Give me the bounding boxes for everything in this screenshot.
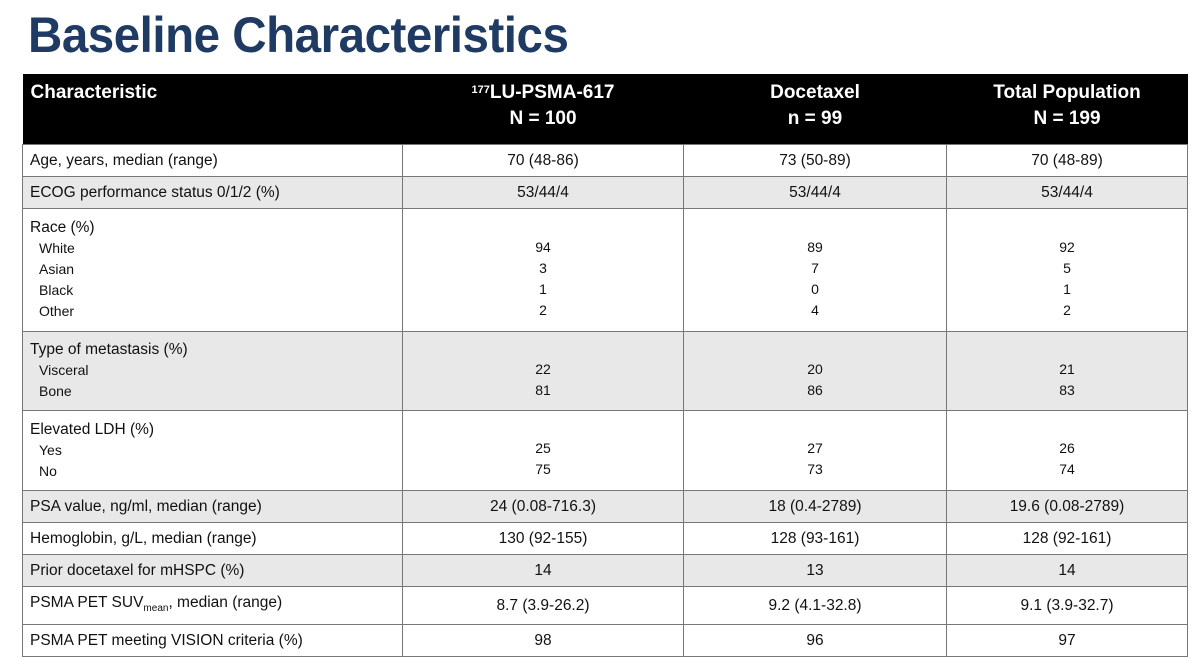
cell-value-group	[947, 209, 1188, 332]
sub-label: Visceral	[39, 362, 89, 378]
cell-value: 4	[811, 302, 819, 318]
cell-value: 9.2 (4.1-32.8)	[684, 587, 947, 625]
cell-value: 14	[947, 555, 1188, 587]
sub-label: Black	[39, 282, 74, 298]
header-lu-psma	[403, 74, 684, 145]
cell-value: 75	[535, 460, 551, 477]
cell-value-group	[403, 332, 684, 411]
cell-value: 86	[807, 382, 823, 398]
table-row	[23, 411, 1188, 491]
table-row	[23, 555, 1188, 587]
row-label-age: Age, years, median (range)	[23, 145, 403, 177]
cell-value-group	[947, 332, 1188, 411]
baseline-table	[22, 74, 1188, 657]
row-group-metastasis	[23, 332, 403, 411]
cell-value-group	[684, 332, 947, 411]
header-docetaxel-name: Docetaxel	[770, 82, 860, 103]
row-label-metastasis: Type of metastasis (%)	[30, 341, 188, 358]
cell-value: 26	[1059, 439, 1075, 456]
cell-value-group	[403, 209, 684, 332]
row-label-ldh: Elevated LDH (%)	[30, 420, 155, 438]
cell-value: 13	[684, 555, 947, 587]
cell-value: 19.6 (0.08-2789)	[947, 491, 1188, 523]
table-row	[23, 177, 1188, 209]
sub-label: Yes	[39, 441, 62, 458]
cell-value: 92	[1059, 239, 1075, 255]
row-group-ldh	[23, 411, 403, 491]
cell-value: 24 (0.08-716.3)	[403, 491, 684, 523]
cell-value: 22	[535, 361, 551, 377]
cell-value: 0	[811, 281, 819, 297]
suv-label-pre: PSMA PET SUV	[30, 594, 144, 611]
sub-label: Other	[39, 303, 75, 319]
table-row	[23, 625, 1188, 657]
row-label-ecog: ECOG performance status 0/1/2 (%)	[23, 177, 403, 209]
table-row	[23, 523, 1188, 555]
header-lu-psma-isotope: 177	[471, 84, 490, 96]
row-label-prior-docetaxel: Prior docetaxel for mHSPC (%)	[23, 555, 403, 587]
cell-value: 89	[807, 239, 823, 255]
suv-label-post: , median (range)	[168, 594, 283, 611]
cell-value: 73 (50-89)	[684, 145, 947, 177]
table-row	[23, 145, 1188, 177]
cell-value: 98	[403, 625, 684, 657]
header-total-n: N = 199	[1033, 108, 1101, 129]
cell-value: 1	[1063, 281, 1071, 297]
header-docetaxel	[684, 74, 947, 145]
table-row	[23, 491, 1188, 523]
cell-value: 97	[947, 625, 1188, 657]
row-label-race: Race (%)	[30, 219, 95, 236]
cell-value: 20	[807, 361, 823, 377]
cell-value-group	[684, 411, 947, 491]
row-group-race	[23, 209, 403, 332]
cell-value: 73	[807, 460, 823, 477]
cell-value: 25	[535, 439, 551, 456]
cell-value: 5	[1063, 260, 1071, 276]
cell-value: 94	[535, 239, 551, 255]
header-docetaxel-n: n = 99	[787, 108, 843, 129]
header-total-name: Total Population	[993, 82, 1141, 103]
cell-value: 128 (92-161)	[947, 523, 1188, 555]
cell-value: 21	[1059, 361, 1075, 377]
cell-value: 70 (48-86)	[403, 145, 684, 177]
page-title: Baseline Characteristics	[28, 7, 569, 63]
cell-value: 130 (92-155)	[403, 523, 684, 555]
cell-value: 53/44/4	[403, 177, 684, 209]
cell-value: 70 (48-89)	[947, 145, 1188, 177]
suv-label-sub: mean	[143, 603, 169, 615]
cell-value: 9.1 (3.9-32.7)	[947, 587, 1188, 625]
row-label-psa: PSA value, ng/ml, median (range)	[23, 491, 403, 523]
cell-value: 128 (93-161)	[684, 523, 947, 555]
header-lu-psma-name: LU-PSMA-617	[489, 82, 615, 103]
cell-value: 18 (0.4-2789)	[684, 491, 947, 523]
cell-value: 7	[811, 260, 819, 276]
cell-value: 96	[684, 625, 947, 657]
cell-value: 8.7 (3.9-26.2)	[403, 587, 684, 625]
cell-value: 81	[535, 382, 551, 398]
cell-value: 74	[1059, 460, 1075, 477]
cell-value-group	[684, 209, 947, 332]
row-label-hemoglobin: Hemoglobin, g/L, median (range)	[23, 523, 403, 555]
cell-value: 53/44/4	[684, 177, 947, 209]
table-row	[23, 209, 1188, 332]
cell-value-group	[403, 411, 684, 491]
table-row	[23, 587, 1188, 625]
table-row	[23, 332, 1188, 411]
sub-label: No	[39, 462, 57, 479]
header-lu-psma-n: N = 100	[509, 108, 577, 129]
row-label-suv	[23, 587, 403, 625]
sub-label: Bone	[39, 383, 72, 399]
cell-value: 2	[539, 302, 547, 318]
cell-value: 1	[539, 281, 547, 297]
cell-value-group	[947, 411, 1188, 491]
header-total	[947, 74, 1188, 145]
cell-value: 27	[807, 439, 823, 456]
table-header-row	[23, 74, 1188, 145]
cell-value: 3	[539, 260, 547, 276]
cell-value: 53/44/4	[947, 177, 1188, 209]
sub-label: Asian	[39, 261, 75, 277]
cell-value: 14	[403, 555, 684, 587]
sub-label: White	[39, 240, 75, 256]
cell-value: 83	[1059, 382, 1075, 398]
cell-value: 2	[1063, 302, 1071, 318]
row-label-vision: PSMA PET meeting VISION criteria (%)	[23, 625, 403, 657]
header-characteristic: Characteristic	[23, 74, 403, 145]
